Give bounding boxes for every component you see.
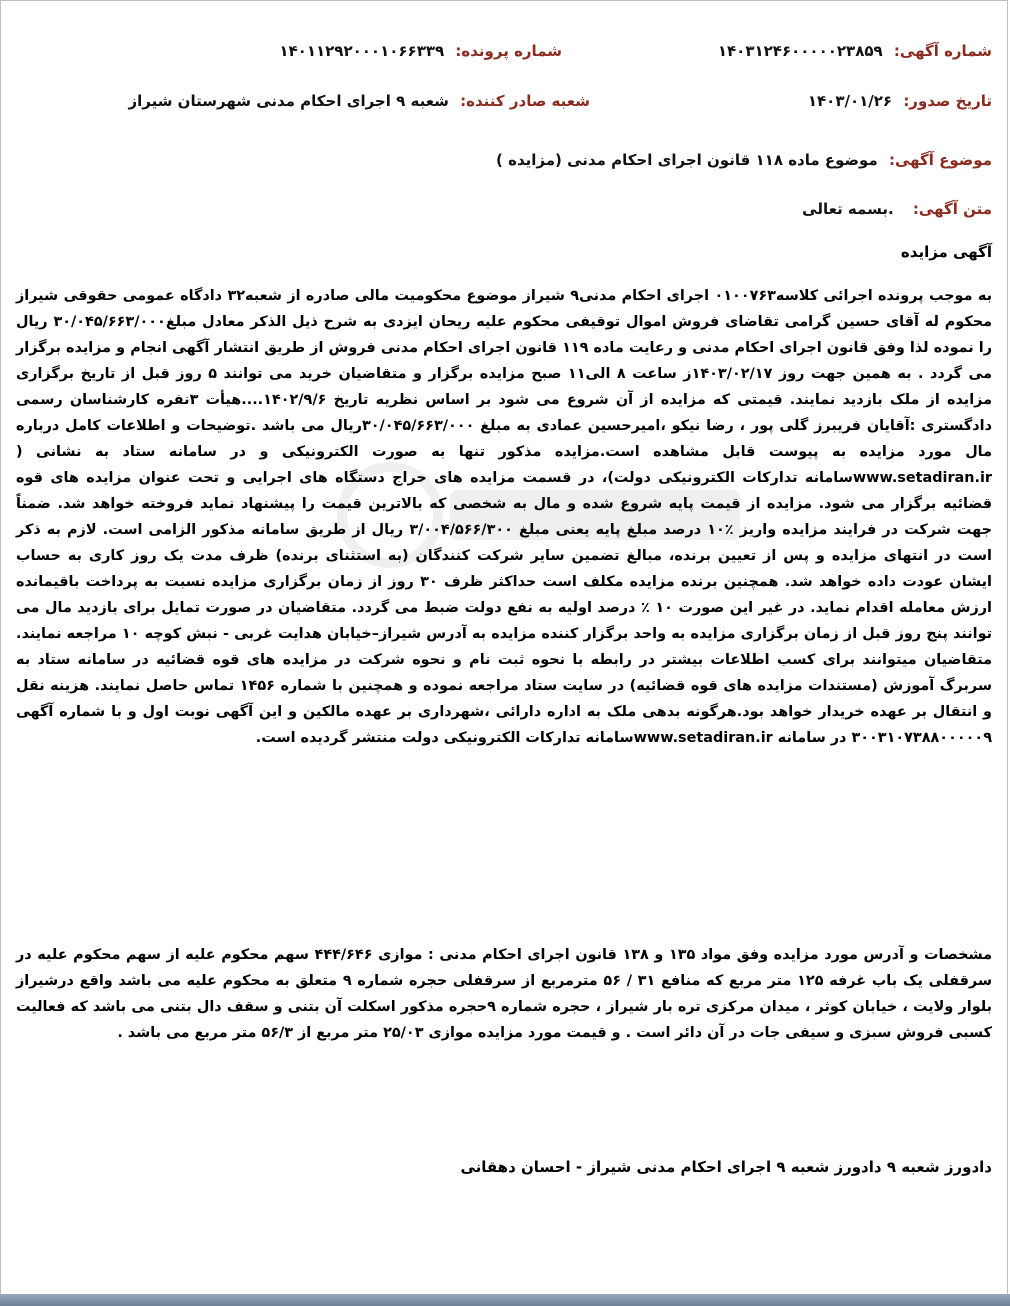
property-specs-paragraph: مشخصات و آدرس مورد مزایده وفق مواد ۱۳۵ و ۱۳۸ قانون اجرای احکام مدنی : موازی ۴۴۴/۶۴۶ سهم محکوم علیه از سهم محکوم علیه در سرقفلی یک باب غرفه ۱۲۵ متر مربع که منافع ۳۱ / ۵۶ مترمربع از سرقفلی حجره شماره ۹ متعلق به محکوم علیه می باشد واقع درشیراز بلوار ولایت ، خیابان کوثر ، میدان مرکزی تره بار شیراز ، حجره شماره ۹حجره مذکور اسکلت آن بتنی و سقف دال بتنی می باشد که فعالیت کسبی فروش سبزی و سیفی جات در آن دائر است . و قیمت مورد مزایده موازی ۲۵/۰۳ متر مربع از ۵۶/۳ متر مربع می باشد . — [16, 947, 992, 1041]
file-number-label: شماره پرونده: — [455, 42, 562, 60]
issuing-branch-value: شعبه ۹ اجرای احکام مدنی شهرستان شیراز — [128, 92, 449, 110]
subject-row — [496, 151, 992, 169]
auction-heading: آگهی مزایده — [900, 243, 992, 261]
issue-date-row — [808, 92, 992, 110]
auction-body-paragraph: به موجب پرونده اجرائی کلاسه۰۱۰۰۷۶۳ اجرای احکام مدنی۹ شیراز موضوع محکومیت مالی صادره از شعبه۳۲ دادگاه عمومی حقوقی شیراز محکوم له آقای حسین گرامی تقاضای فروش اموال توقیفی محکوم علیه ریحان ایزدی به شرح ذیل الذکر معادل مبلغ۳۰/۰۴۵/۶۶۳/۰۰۰ ریال را نموده لذا وفق قانون اجرای احکام مدنی و رعایت ماده ۱۱۹ قانون اجرای احکام مدنی فروش از طریق انتشار آگهی انجام و مزایده برگزار می گردد . به همین جهت روز ۱۴۰۳/۰۲/۱۷ز ساعت ۸ الی۱۱ صبح مزایده برگزار و متقاضیان خرید می توانند ۵ روز قبل از تاریخ برگزاری مزایده از ملک بازدید نمایند. قیمتی که مزایده از آن شروع می شود بر اساس نظریه تاریخ ۱۴۰۲/۹/۶....هیأت ۳نفره کارشناسان رسمی دادگستری :آقایان فریبرز گلی پور ، رضا نیکو ،امیرحسین عمادی به مبلغ ۳۰/۰۴۵/۶۶۳/۰۰۰ریال می باشد .توضیحات و اطلاعات کامل درباره مال مورد مزایده به پیوست قابل مشاهده است.مزایده مذکور تنها به صورت الکترونیکی و در سامانه ستاد به نشانی ( www.setadiran.irسامانه تدارکات الکترونیکی دولت)، در قسمت مزایده های حراج دستگاه های اجرایی و تحت عنوان مزایده های قوه قضائیه برگزار می شود. مزایده از قیمت پایه شروع شده و مال به شخصی که بالاترین قیمت را پیشنهاد نماید فروخته خواهد شد. ضمناً جهت شرکت در فرایند مزایده واریز ٪۱۰ درصد مبلغ پایه یعنی مبلغ ۳/۰۰۴/۵۶۶/۳۰۰ ریال از طریق سامانه مذکور الزامی است. لازم به ذکر است در انتهای مزایده و پس از تعیین برنده، مبالغ تضمین سایر شرکت کنندگان (به استثنای برنده) ظرف مدت یک روز کاری به حساب ایشان عودت داده خواهد شد. همچنین برنده مزایده مکلف است حداکثر ظرف ۳۰ روز از زمان برگزاری مزایده نسبت به پرداخت باقیمانده ارزش معامله اقدام نماید. در غیر این صورت ۱۰ ٪ درصد اولیه به نفع دولت ضبط می گردد. متقاضیان در صورت تمایل برای بازدید مال می توانند پنج روز قبل از زمان برگزاری مزایده به واحد برگزار کننده مزایده به آدرس شیراز–خیابان هدایت غربی - نبش کوچه ۱۰ مراجعه نمایند. متقاضیان میتوانند برای کسب اطلاعات بیشتر در رابطه با نحوه ثبت نام و نحوه شرکت در مزایده های قوه قضائیه در سامانه ستاد به سربرگ آموزش (مستندات مزایده های قوه قضائیه) در سایت ستاد مراجعه نموده و همچنین با شماره ۱۴۵۶ تماس حاصل نمایند. هزینه نقل و انتقال بر عهده خریدار خواهد بود.هرگونه بدهی ملک به اداره دارائی ،شهرداری بر عهده مالکین و این آگهی نوبت اول و با شماره آگهی ۳۰۰۳۱۰۷۳۸۸۰۰۰۰۰۹ در سامانه www.setadiran.irسامانه تدارکات الکترونیکی دولت منتشر گردیده است. — [16, 288, 993, 746]
notice-text-row — [802, 200, 992, 218]
file-number-value: ۱۴۰۱۱۲۹۲۰۰۰۱۰۶۶۳۳۹ — [279, 42, 445, 60]
issuing-branch-label: شعبه صادر کننده: — [460, 92, 590, 110]
notice-number-row — [718, 42, 992, 60]
notice-text-opening: .بسمه تعالی — [802, 200, 894, 218]
issue-date-value: ۱۴۰۳/۰۱/۲۶ — [807, 92, 893, 110]
subject-label: موضوع آگهی: — [888, 151, 992, 169]
officer-signature: دادورز شعبه ۹ دادورز شعبه ۹ اجرای احکام مدنی شیراز - احسان دهقانی — [460, 1158, 992, 1176]
notice-number-value: ۱۴۰۳۱۲۴۶۰۰۰۰۰۲۳۸۵۹ — [717, 42, 883, 60]
subject-value: موضوع ماده ۱۱۸ قانون اجرای احکام مدنی (مزایده ) — [496, 151, 878, 169]
notice-number-label: شماره آگهی: — [893, 42, 992, 60]
issuing-branch-row — [128, 92, 590, 110]
issue-date-label: تاریخ صدور: — [903, 92, 992, 110]
window-bottom-bar — [0, 1294, 1010, 1306]
notice-text-label: متن آگهی: — [912, 200, 992, 218]
file-number-row — [279, 42, 562, 60]
